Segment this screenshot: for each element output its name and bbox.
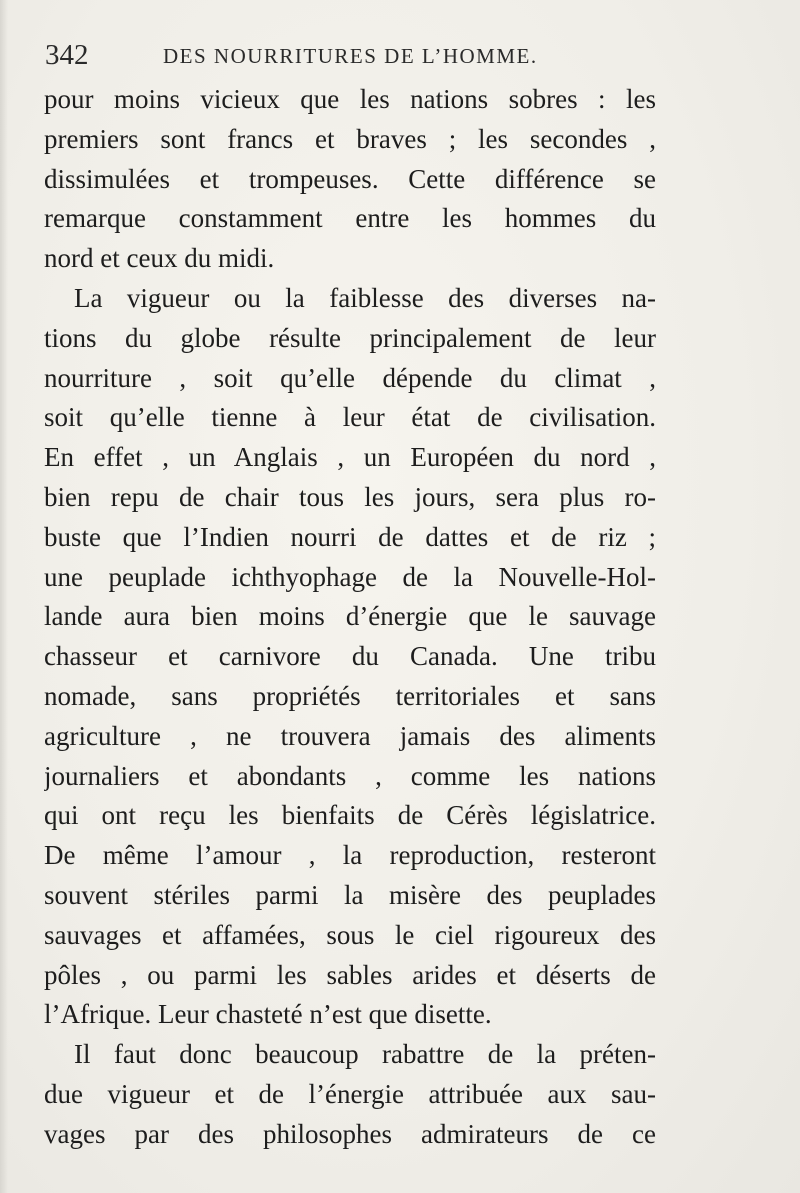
text-line: lande aura bien moins d’énergie que le sauvage	[44, 601, 656, 632]
text-line: due vigueur et de l’énergie attribuée aux sau-	[44, 1078, 656, 1109]
text-line: Il faut donc beaucoup rabattre de la préten-	[74, 1039, 656, 1070]
text-line: journaliers et abondants , comme les nations	[44, 760, 656, 791]
text-line: nomade, sans propriétés territoriales et sans	[44, 680, 656, 711]
text-line: dissimulées et trompeuses. Cette différence se	[44, 163, 656, 194]
text-line: nourriture , soit qu’elle dépende du climat ,	[44, 362, 656, 393]
text-line: De même l’amour , la reproduction, resteront	[44, 840, 656, 871]
text-line: vages par des philosophes admirateurs de ce	[44, 1118, 656, 1149]
text-line: sauvages et affamées, sous le ciel rigoureux des	[44, 919, 656, 950]
text-line: nord et ceux du midi.	[44, 243, 275, 274]
text-line: La vigueur ou la faiblesse des diverses na-	[74, 282, 656, 313]
text-line: agriculture , ne trouvera jamais des aliments	[44, 720, 656, 751]
text-line: remarque constamment entre les hommes du	[44, 203, 656, 234]
spine-shadow	[0, 0, 8, 1193]
running-title: DES NOURRITURES DE L’HOMME.	[163, 44, 538, 68]
text-line: bien repu de chair tous les jours, sera plus ro-	[44, 481, 656, 512]
text-line: chasseur et carnivore du Canada. Une tribu	[44, 641, 656, 672]
page-number: 342	[45, 39, 89, 71]
text-line: pôles , ou parmi les sables arides et déserts de	[44, 959, 656, 990]
body-text	[44, 80, 656, 1155]
text-line: tions du globe résulte principalement de leur	[44, 322, 656, 353]
text-line: l’Afrique. Leur chasteté n’est que disette.	[44, 999, 492, 1030]
text-line: souvent stériles parmi la misère des peuplades	[44, 879, 656, 910]
text-line: En effet , un Anglais , un Européen du nord ,	[44, 442, 656, 473]
text-line: premiers sont francs et braves ; les secondes ,	[44, 123, 656, 154]
text-line: pour moins vicieux que les nations sobres : les	[44, 84, 656, 114]
text-line: soit qu’elle tienne à leur état de civilisation.	[44, 402, 656, 433]
text-line: une peuplade ichthyophage de la Nouvelle-Hol-	[44, 561, 656, 592]
text-line: qui ont reçu les bienfaits de Cérès législatrice.	[44, 800, 656, 831]
page-header	[45, 38, 645, 72]
text-line: buste que l’Indien nourri de dattes et de riz ;	[44, 521, 656, 552]
